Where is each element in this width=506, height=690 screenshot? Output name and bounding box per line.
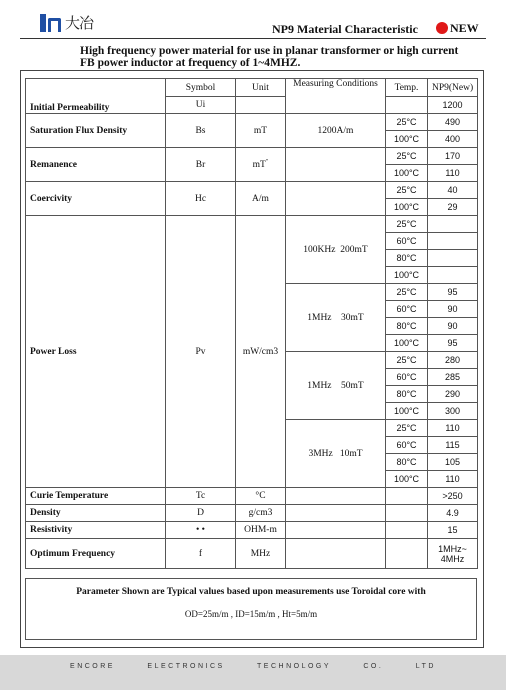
power-loss-temp: 25°C [386, 284, 428, 301]
coercivity-temp: 25°C [386, 182, 428, 199]
remanence-unit [236, 148, 286, 182]
curie-symbol: Tc [166, 488, 236, 505]
coercivity-temp: 100°C [386, 199, 428, 216]
coercivity-value: 29 [428, 199, 478, 216]
power-loss-value: 90 [428, 301, 478, 318]
optimum-frequency-label: Optimum Frequency [26, 539, 166, 569]
power-loss-value: 115 [428, 437, 478, 454]
coercivity-condition [286, 182, 386, 216]
table-row [26, 114, 478, 131]
saturation-symbol: Bs [166, 114, 236, 148]
footer-bar [0, 655, 506, 690]
logo-icon [40, 14, 62, 32]
power-loss-temp: 80°C [386, 386, 428, 403]
power-loss-symbol: Pv [166, 216, 236, 488]
saturation-label: Saturation Flux Density [26, 114, 166, 148]
resistivity-value: 15 [428, 522, 478, 539]
remanence-value: 110 [428, 165, 478, 182]
power-loss-temp: 100°C [386, 335, 428, 352]
power-loss-value: 95 [428, 284, 478, 301]
optimum-frequency-temp [386, 539, 428, 569]
initial-permeability-label: Initial Permeability [30, 103, 110, 113]
header [0, 0, 506, 38]
curie-label: Curie Temperature [26, 488, 166, 505]
power-loss-temp: 100°C [386, 267, 428, 284]
power-loss-value: 95 [428, 335, 478, 352]
header-parameter-cell [26, 79, 166, 114]
header-temp: Temp. [386, 79, 428, 97]
table-row [26, 488, 478, 505]
initial-permeability-unit [236, 97, 286, 114]
saturation-temp: 25°C [386, 114, 428, 131]
optimum-frequency-condition [286, 539, 386, 569]
power-loss-value: 280 [428, 352, 478, 369]
table-row [26, 522, 478, 539]
document-subtitle: High frequency power material for use in planar transformer or high current FB power inductor at frequency of 1~4MHZ. [80, 45, 459, 69]
power-loss-value [428, 216, 478, 233]
new-badge-dot-icon [436, 22, 448, 34]
power-loss-condition [286, 284, 386, 352]
table-row [26, 216, 478, 233]
power-loss-unit: mW/cm3 [236, 216, 286, 488]
power-loss-value: 110 [428, 471, 478, 488]
condition-frequency: 1MHz [307, 312, 332, 323]
remanence-temp: 25°C [386, 148, 428, 165]
power-loss-temp: 80°C [386, 318, 428, 335]
header-unit: Unit [236, 79, 286, 97]
resistivity-condition [286, 522, 386, 539]
saturation-temp: 100°C [386, 131, 428, 148]
power-loss-temp: 25°C [386, 420, 428, 437]
resistivity-temp [386, 522, 428, 539]
header-symbol: Symbol [166, 79, 236, 97]
saturation-condition: 1200A/m [286, 114, 386, 148]
document-title: NP9 Material Characteristic [272, 22, 418, 36]
density-label: Density [26, 505, 166, 522]
header-value: NP9(New) [428, 79, 478, 97]
optimum-frequency-unit: MHz [236, 539, 286, 569]
table-row [26, 539, 478, 569]
remanence-label: Remanence [26, 148, 166, 182]
power-loss-condition [286, 420, 386, 488]
header-divider [20, 38, 486, 39]
curie-condition [286, 488, 386, 505]
coercivity-symbol: Hc [166, 182, 236, 216]
power-loss-value [428, 267, 478, 284]
remanence-value: 170 [428, 148, 478, 165]
power-loss-temp: 80°C [386, 454, 428, 471]
coercivity-label: Coercivity [26, 182, 166, 216]
power-loss-temp: 25°C [386, 352, 428, 369]
curie-unit: °C [236, 488, 286, 505]
power-loss-condition [286, 216, 386, 284]
density-temp [386, 505, 428, 522]
density-unit: g/cm3 [236, 505, 286, 522]
coercivity-value: 40 [428, 182, 478, 199]
saturation-value: 400 [428, 131, 478, 148]
saturation-value: 490 [428, 114, 478, 131]
condition-flux: 10mT [339, 448, 363, 459]
footer-company-name: ENCORE ELECTRONICS TECHNOLOGY CO. LTD [70, 663, 436, 670]
logo-text: 大冶 [65, 14, 94, 32]
table-header-row [26, 79, 478, 97]
density-symbol: D [166, 505, 236, 522]
curie-temp [386, 488, 428, 505]
coercivity-unit: A/m [236, 182, 286, 216]
condition-flux: 30mT [341, 312, 364, 323]
table-row [26, 148, 478, 165]
saturation-unit: mT [236, 114, 286, 148]
initial-permeability-symbol: Ui [166, 97, 236, 114]
remanence-unit-mark: " [265, 158, 269, 165]
remanence-condition [286, 148, 386, 182]
new-badge: NEW [450, 21, 479, 35]
power-loss-value: 90 [428, 318, 478, 335]
optimum-frequency-value-line2: 4MHz [440, 553, 465, 564]
power-loss-value: 290 [428, 386, 478, 403]
condition-flux: 200mT [340, 244, 368, 255]
power-loss-temp: 25°C [386, 216, 428, 233]
power-loss-temp: 60°C [386, 369, 428, 386]
resistivity-unit: OHM-m [236, 522, 286, 539]
note-line-2: OD=25m/m , ID=15m/m , Ht=5m/m [184, 609, 318, 619]
initial-permeability-value: 1200 [428, 97, 478, 114]
curie-value: >250 [428, 488, 478, 505]
power-loss-value: 105 [428, 454, 478, 471]
power-loss-temp: 100°C [386, 403, 428, 420]
condition-frequency: 100KHz [303, 244, 336, 255]
optimum-frequency-symbol: f [166, 539, 236, 569]
measurement-note [25, 578, 477, 640]
power-loss-temp: 60°C [386, 233, 428, 250]
power-loss-temp: 60°C [386, 301, 428, 318]
initial-permeability-temp [386, 97, 428, 114]
power-loss-label: Power Loss [26, 216, 166, 488]
power-loss-condition [286, 352, 386, 420]
condition-flux: 50mT [341, 380, 364, 391]
density-condition [286, 505, 386, 522]
power-loss-value [428, 233, 478, 250]
header-measuring: Measuring Conditions [286, 79, 386, 114]
optimum-frequency-value-line1: 1MHz~ [438, 543, 467, 554]
power-loss-value: 285 [428, 369, 478, 386]
company-logo [40, 12, 93, 33]
resistivity-label: Resistivity [26, 522, 166, 539]
remanence-temp: 100°C [386, 165, 428, 182]
table-row [26, 182, 478, 199]
table-row [26, 505, 478, 522]
characteristic-table [25, 78, 478, 569]
condition-frequency: 1MHz [307, 380, 332, 391]
power-loss-temp: 80°C [386, 250, 428, 267]
note-line-1: Parameter Shown are Typical values based upon measurements use Toroidal core with [76, 587, 426, 597]
power-loss-temp: 100°C [386, 471, 428, 488]
power-loss-value [428, 250, 478, 267]
optimum-frequency-value [428, 539, 478, 569]
condition-frequency: 3MHz [308, 448, 333, 459]
resistivity-symbol: • • [166, 522, 236, 539]
power-loss-value: 300 [428, 403, 478, 420]
remanence-symbol: Br [166, 148, 236, 182]
density-value: 4.9 [428, 505, 478, 522]
remanence-unit-text: mT [252, 160, 266, 171]
power-loss-value: 110 [428, 420, 478, 437]
power-loss-temp: 60°C [386, 437, 428, 454]
